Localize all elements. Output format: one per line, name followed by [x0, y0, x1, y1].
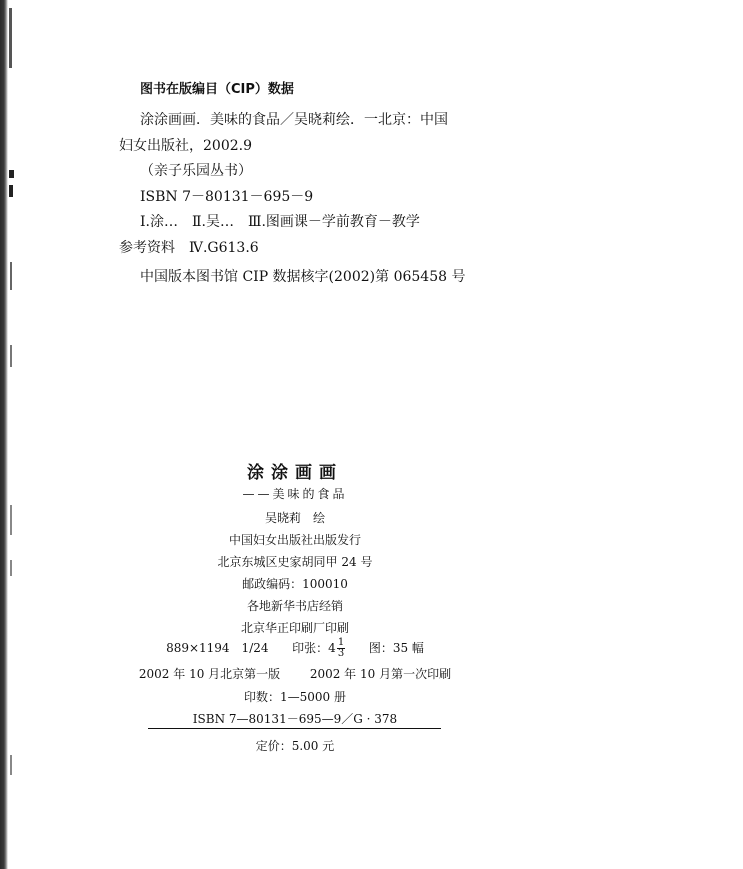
price-line: 定价：5.00 元: [255, 739, 335, 753]
cip-title-line: 涂涂画画．美味的食品／吴晓莉绘．一北京：中国: [140, 112, 448, 128]
format-size: 889×1194 1/24: [166, 641, 269, 655]
cip-series-line: （亲子乐园丛书）: [140, 163, 252, 179]
cip-record-number: 中国版本图书馆 CIP 数据核字(2002)第 065458 号: [140, 269, 466, 285]
divider-rule: [148, 728, 441, 729]
publisher-line: 中国妇女出版社出版发行: [228, 533, 361, 547]
cip-publisher-line: 妇女出版社，2002.9: [119, 138, 252, 154]
edition-date: 2002 年 10 月北京第一版: [138, 667, 281, 681]
printer-line: 北京华正印刷厂印刷: [240, 621, 349, 635]
isbn-code-line: ISBN 7—80131－695—9／G · 378: [192, 712, 398, 726]
scan-artifact: [9, 8, 12, 68]
print-run-line: 印数：1—5000 册: [244, 690, 346, 704]
cip-subject-line: Ⅰ.涂… Ⅱ.吴… Ⅲ.图画课－学前教育－教学: [140, 214, 420, 230]
scan-artifact: [10, 262, 12, 290]
cip-isbn-line: ISBN 7－80131－695－9: [140, 189, 314, 205]
scan-artifact: [9, 185, 13, 197]
scan-artifact: [9, 170, 14, 178]
address-line: 北京东城区史家胡同甲 24 号: [217, 555, 373, 569]
cip-classification-line: 参考资料 Ⅳ.G613.6: [119, 240, 259, 256]
book-subtitle: ——美味的食品: [242, 487, 348, 501]
format-line: [0, 638, 590, 660]
scan-artifact: [10, 755, 12, 775]
postcode-line: 邮政编码：100010: [242, 577, 348, 591]
sheets-label: 印张：4: [292, 641, 336, 655]
sheets-fraction: $\frac{1}{3}$: [337, 637, 345, 659]
printing-date: 2002 年 10 月第一次印刷: [309, 667, 452, 681]
distributor-line: 各地新华书店经销: [246, 599, 343, 613]
scan-artifact: [10, 345, 12, 367]
edition-line: [0, 665, 590, 682]
book-title: 涂涂画画: [247, 463, 343, 483]
cip-heading: 图书在版编目（CIP）数据: [140, 82, 294, 97]
figures-count: 图：35 幅: [368, 641, 424, 655]
author-credit: 吴晓莉 绘: [264, 511, 325, 525]
